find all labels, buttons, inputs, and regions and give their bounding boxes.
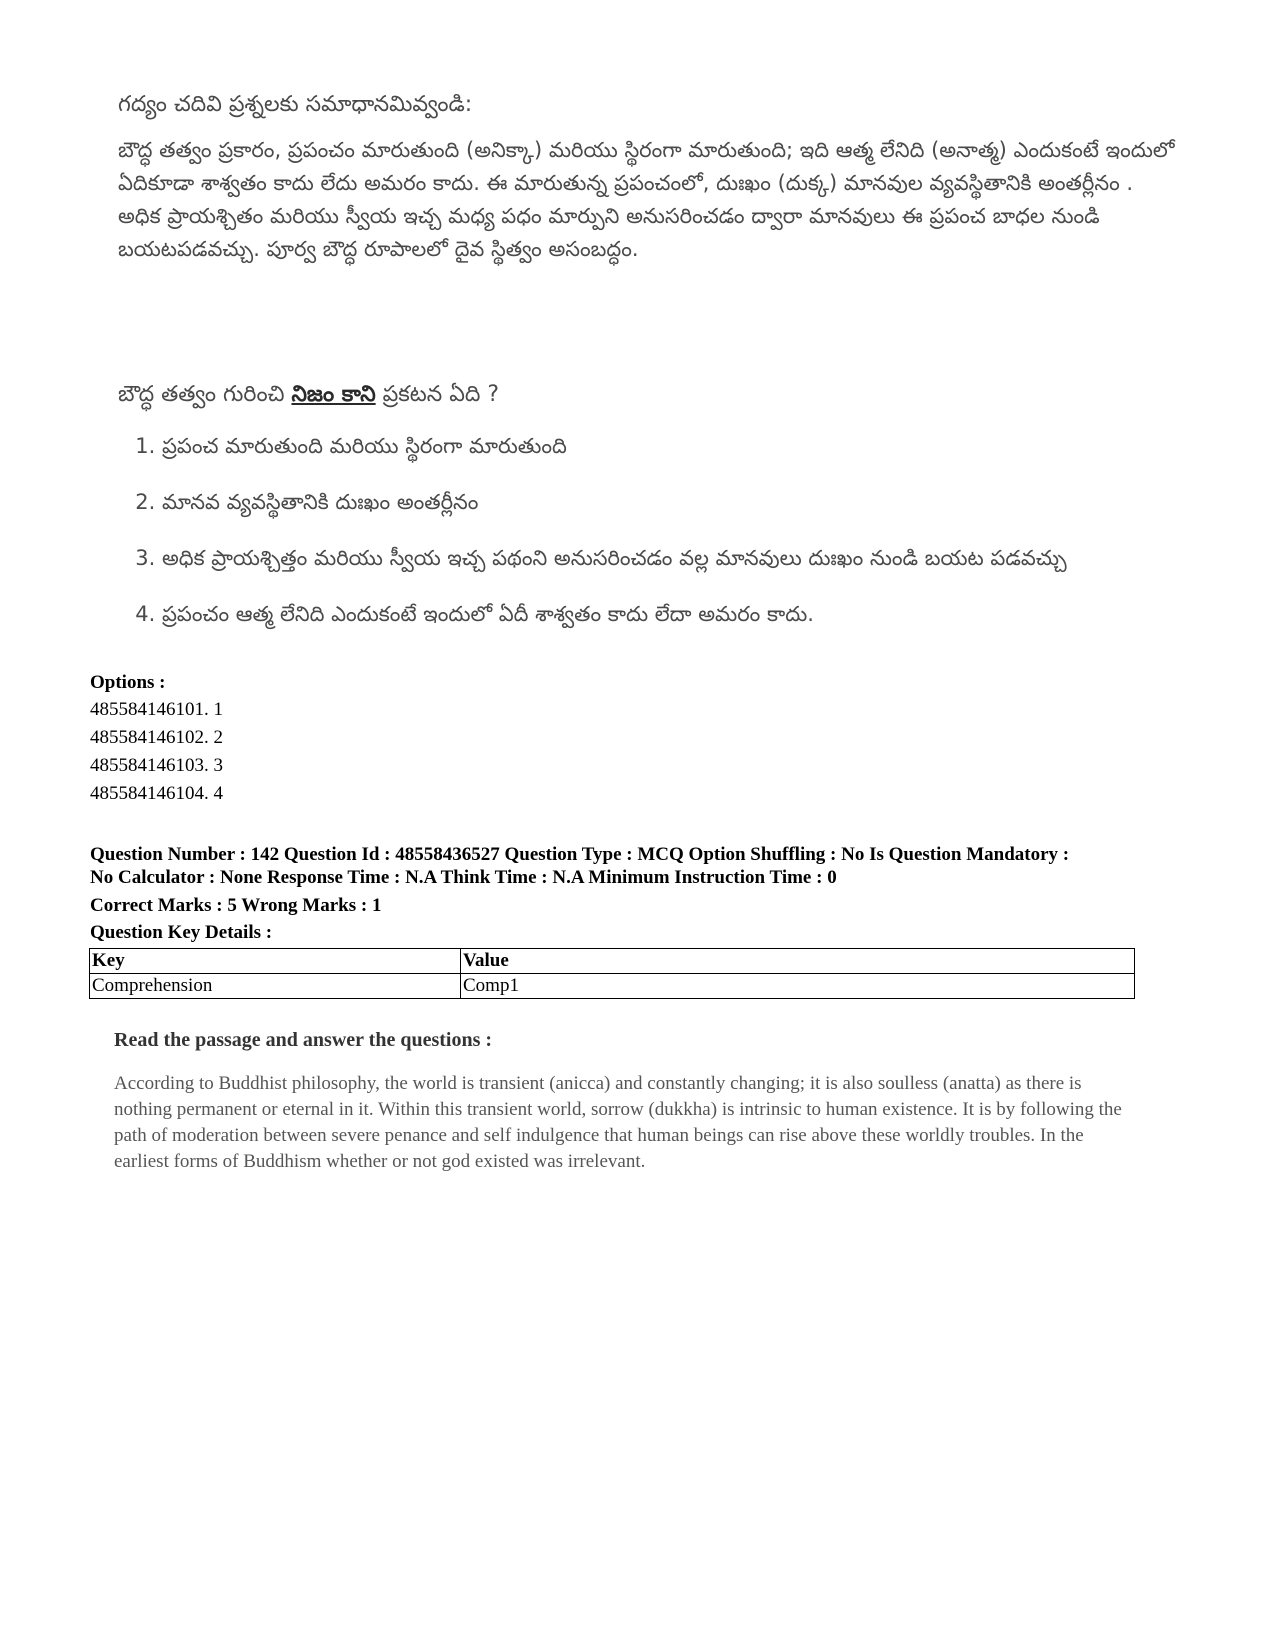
question-choice: 4. ప్రపంచం ఆత్మ లేనిది ఎందుకంటే ఇందులో ఏదీ శాశ్వతం కాదు లేదా అమరం కాదు. [162, 598, 1178, 630]
table-header-value: Value [461, 949, 1135, 974]
question-choice: 2. మానవ వ్యవస్థితానికి దుఃఖం అంతర్లీనం [162, 486, 1178, 518]
telugu-passage-image [118, 88, 1178, 266]
table-header-row [90, 949, 1135, 974]
english-passage-instruction: Read the passage and answer the questions : [114, 1029, 493, 1051]
marks-line: Correct Marks : 5 Wrong Marks : 1 [90, 895, 382, 916]
question-meta-line-2: No Calculator : None Response Time : N.A Think Time : N.A Minimum Instruction Time : 0 [90, 867, 837, 888]
telugu-passage-instruction: గద్యం చదివి ప్రశ్నలకు సమాధానమివ్వండి: [118, 92, 473, 117]
key-details-table [89, 948, 1135, 999]
question-choice: 3. అధిక ప్రాయశ్చిత్తం మరియు స్వీయ ఇచ్చ పథంని అనుసరించడం వల్ల మానవులు దుఃఖం నుండి బయట పడవచ్చు [162, 542, 1178, 574]
options-label: Options : [90, 672, 166, 693]
option-item: 485584146102. 2 [90, 727, 223, 748]
question-meta-line-1: Question Number : 142 Question Id : 48558436527 Question Type : MCQ Option Shuffling : No Is Question Mandatory : [90, 844, 1070, 865]
question-meta [90, 843, 1150, 889]
table-header-key: Key [90, 949, 461, 974]
question-choice: 1. ప్రపంచ మారుతుంది మరియు స్థిరంగా మారుతుంది [162, 430, 1178, 462]
question-choices-list [118, 430, 1178, 630]
key-details-label: Question Key Details : [90, 922, 273, 943]
table-cell-value: Comp1 [461, 974, 1135, 999]
question-stem-end: ప్రకటన ఏది ? [375, 382, 500, 407]
table-row [90, 974, 1135, 999]
english-passage-text: According to Buddhist philosophy, the world is transient (anicca) and constantly changing; it is also soulless (anatta) as there is nothing permanent or eternal in it. Within this transient world, sorrow (dukkha) is intrinsic to human existence. It is by following the path of moderation between severe penance and self indulgence that human beings can rise above these worldly troubles. In the earliest forms of Buddhism whether or not god existed was irrelevant. [114, 1073, 1122, 1172]
question-stem [118, 378, 1178, 412]
telugu-question-image [118, 378, 1178, 654]
option-item: 485584146104. 4 [90, 783, 223, 804]
options-section [90, 669, 223, 808]
telugu-passage-text: బౌద్ధ తత్వం ప్రకారం, ప్రపంచం మారుతుంది (అనిక్కా) మరియు స్థిరంగా మారుతుంది; ఇది ఆత్మ లేనిది (అనాత్మ) ఎందుకంటే ఇందులో ఏదికూడా శాశ్వతం కాదు లేదు అమరం కాదు. ఈ మారుతున్న ప్రపంచంలో, దుఃఖం (దుక్క) మానవుల వ్యవస్థితానికి అంతర్లీనం . అధిక ప్రాయశ్చితం మరియు స్వీయ ఇచ్చ మధ్య పధం మార్పుని అనుసరించడం ద్వారా మానవులు ఈ ప్రపంచ బాధల నుండి బయటపడవచ్చు. పూర్వ బౌద్ధ రూపాలలో దైవ స్థిత్వం అసంబద్ధం. [118, 138, 1175, 261]
question-stem-emphasis: నిజం కాని [291, 382, 376, 407]
question-stem-start: బౌద్ధ తత్వం గురించి [118, 382, 292, 407]
english-passage-image [114, 1025, 1124, 1175]
table-cell-key: Comprehension [90, 974, 461, 999]
option-item: 485584146101. 1 [90, 699, 223, 720]
option-item: 485584146103. 3 [90, 755, 223, 776]
